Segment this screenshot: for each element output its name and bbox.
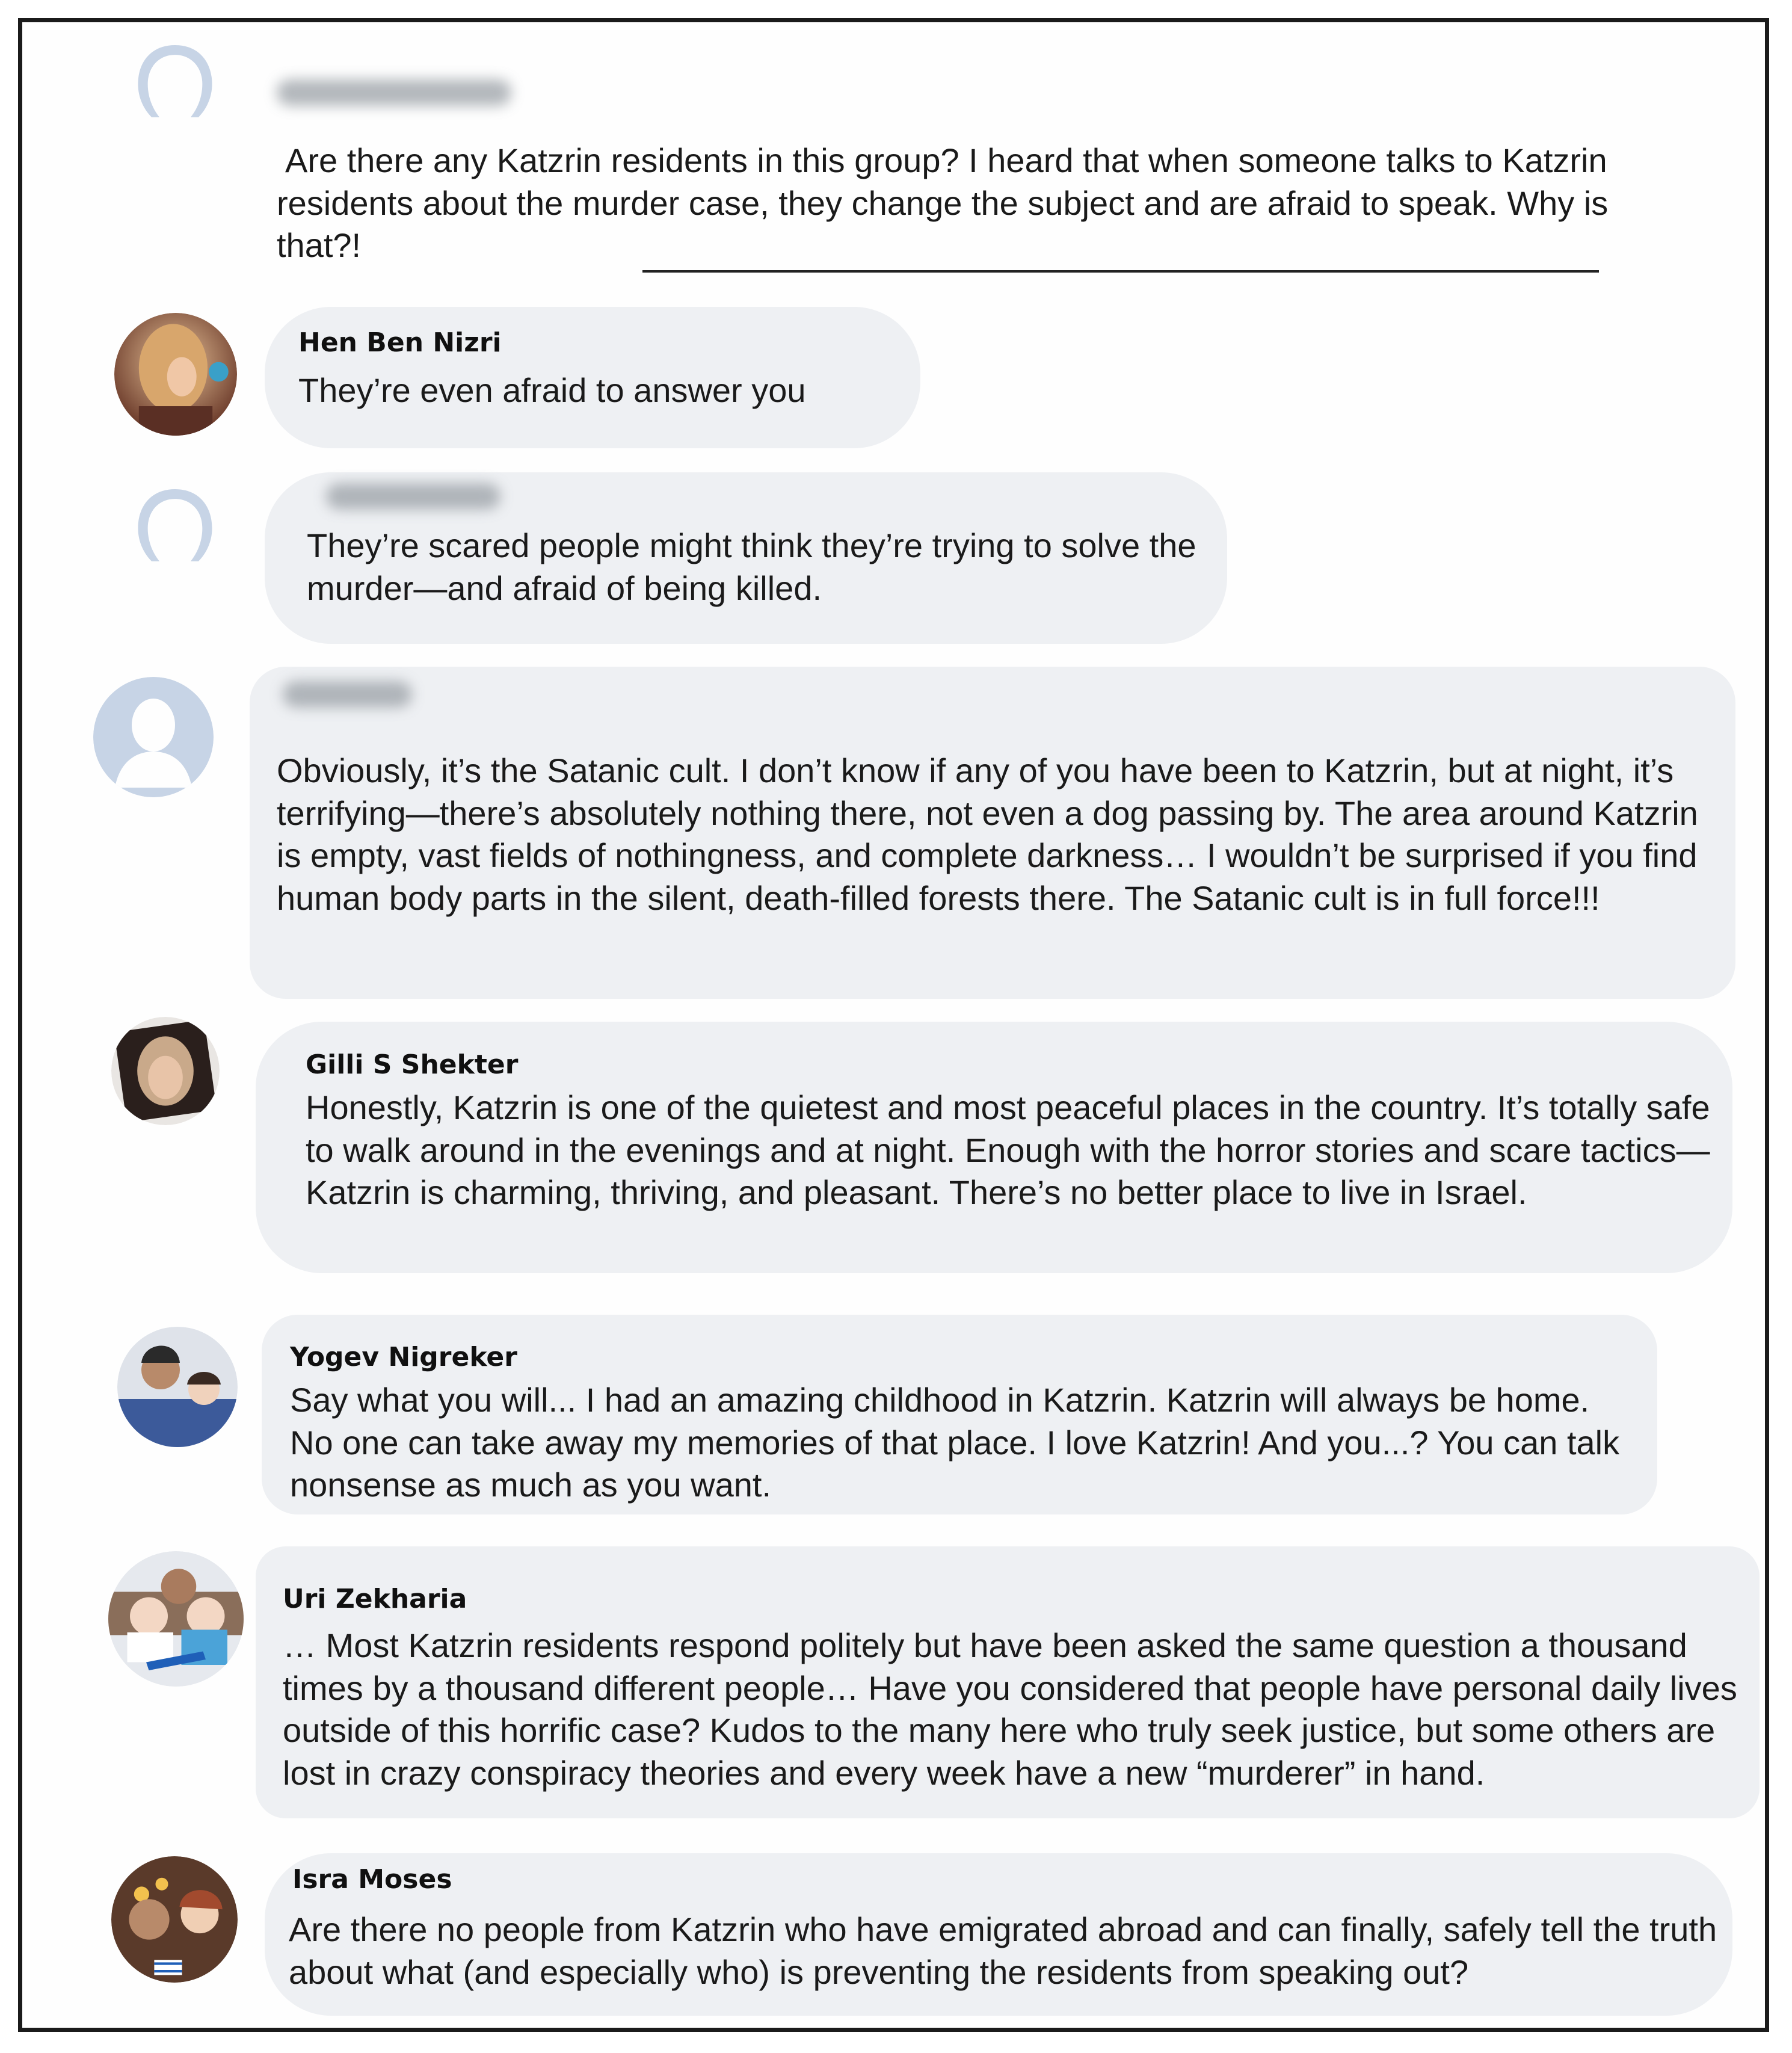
commenter-name[interactable]: Gilli S Shekter <box>306 1049 519 1080</box>
post-text: Are there any Katzrin residents in this group? I heard that when someone talks to Katzrin residents about the murder case, they change the subject and are afraid to speak. Why is that?! <box>277 141 1609 264</box>
comment-text: They’re even afraid to answer you <box>298 371 806 409</box>
default-avatar-icon[interactable] <box>93 677 214 797</box>
commenter-name-redacted <box>283 681 412 708</box>
commenter-avatar[interactable] <box>108 1551 244 1687</box>
comment-text: Are there no people from Katzrin who have emigrated abroad and can finally, safely tell the truth about what (and especially who) is preventing the residents from speaking out? <box>289 1910 1717 1991</box>
comment-text: … Most Katzrin residents respond politely but have been asked the same question a thousand times by a thousand different people… Have you considered that people have personal daily lives outside of this horrific case? Kudos to the many here who truly seek justice, but some others are lost in crazy conspiracy theories and every week have a new “murderer” in hand. <box>283 1626 1737 1792</box>
post-author-default-avatar-icon[interactable] <box>126 37 224 135</box>
commenter-avatar[interactable] <box>117 1327 238 1447</box>
commenter-name[interactable]: Isra Moses <box>292 1864 452 1895</box>
commenter-name[interactable]: Uri Zekharia <box>283 1584 467 1614</box>
commenter-avatar[interactable] <box>111 1856 238 1983</box>
post-author-name-redacted <box>277 79 511 106</box>
comment-text: Obviously, it’s the Satanic cult. I don’t know if any of you have been to Katzrin, but at night, it’s terrifying—there’s absolutely nothing there, not even a dog passing by. The area around Katzrin is empty, vast fields of nothingness, and complete darkness… I wouldn’t be surprised if you find human body parts in the silent, death-filled forests there. The Satanic cult is in full force!!! <box>277 752 1698 917</box>
commenter-name[interactable]: Hen Ben Nizri <box>298 327 502 358</box>
comment-text: They’re scared people might think they’re trying to solve the murder—and afraid of being killed. <box>307 526 1196 607</box>
commenter-avatar[interactable] <box>111 1017 220 1125</box>
comment-text: Honestly, Katzrin is one of the quietest and most peaceful places in the country. It’s totally safe to walk around in the evenings and at night. Enough with the horror stories and scare tactics—Katzrin is charming, thriving, and pleasant. There’s no better place to live in Israel. <box>306 1088 1710 1211</box>
comment-text: Say what you will... I had an amazing childhood in Katzrin. Katzrin will always be home. No one can take away my memories of that place. I love Katzrin! And you...? You can talk nonsense as much as you want. <box>290 1381 1620 1504</box>
commenter-name[interactable]: Yogev Nigreker <box>290 1342 517 1372</box>
commenter-avatar[interactable] <box>114 313 237 436</box>
default-avatar-icon[interactable] <box>126 481 224 579</box>
post-divider <box>642 270 1599 273</box>
commenter-name-redacted <box>326 483 500 510</box>
